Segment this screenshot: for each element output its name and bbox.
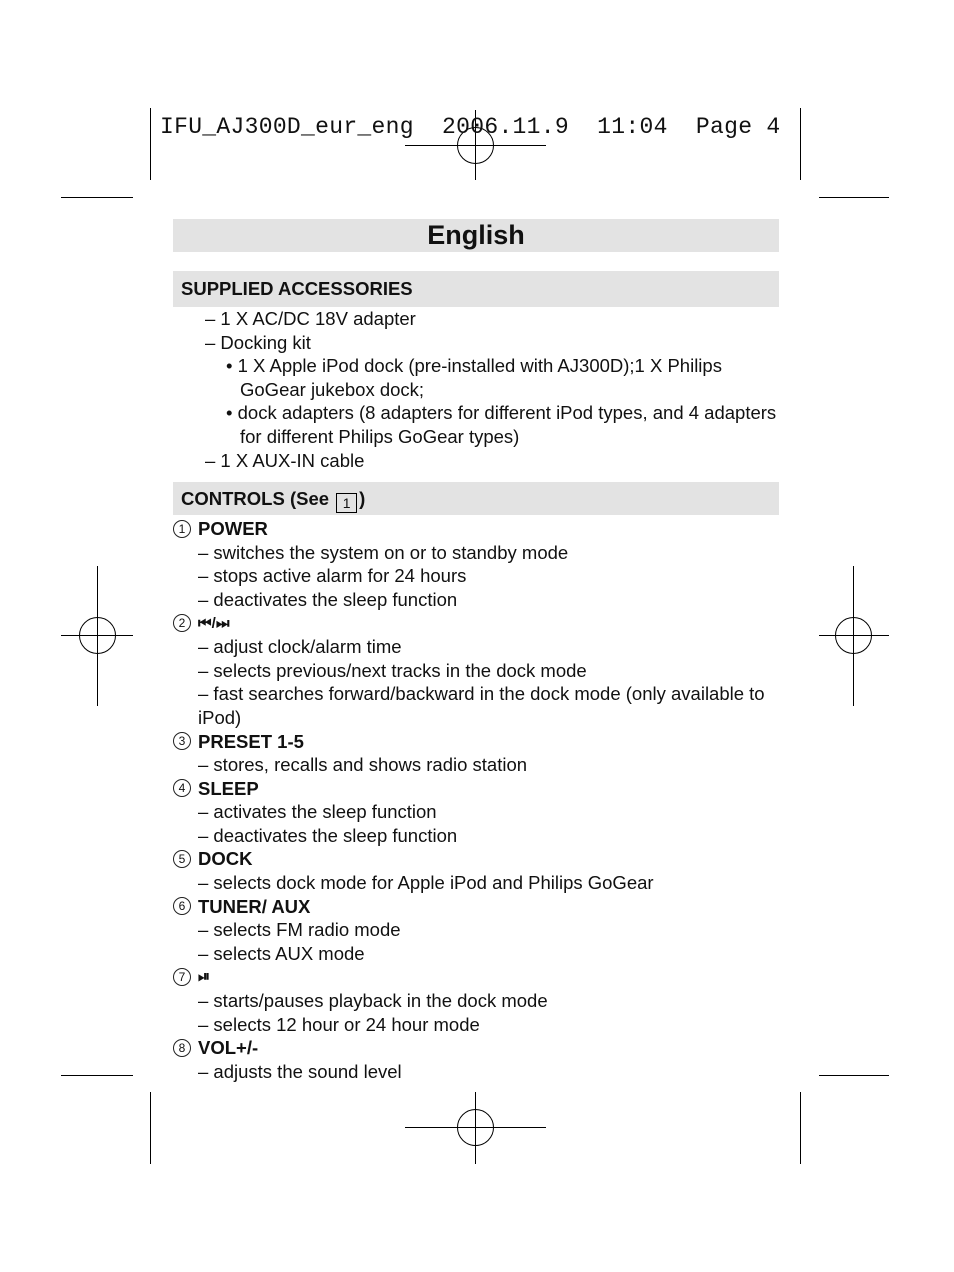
control-dock — [173, 847, 779, 894]
control-play-pause — [173, 965, 779, 1036]
control-description: – selects dock mode for Apple iPod and Philips GoGear — [198, 872, 654, 894]
control-description: – activates the sleep function — [198, 801, 437, 823]
controls-heading-close: ) — [359, 488, 366, 510]
controls-heading-text: CONTROLS (See — [181, 488, 330, 510]
control-volume — [173, 1036, 779, 1083]
control-description: – starts/pauses playback in the dock mode — [198, 990, 548, 1012]
number-circle: 7 — [173, 968, 191, 986]
control-description: – selects AUX mode — [198, 942, 365, 964]
control-description: – selects 12 hour or 24 hour mode — [198, 1013, 480, 1035]
control-description: – selects previous/next tracks in the dock mode — [198, 659, 587, 681]
control-title: TUNER/ AUX — [198, 895, 311, 917]
control-description: – deactivates the sleep function — [198, 824, 458, 846]
figure-reference-box: 1 — [336, 493, 357, 513]
control-description: – fast searches forward/backward in the dock mode (only available to iPod) — [198, 683, 765, 728]
control-title: DOCK — [198, 848, 253, 870]
supplied-accessories-heading: SUPPLIED ACCESSORIES — [173, 271, 779, 307]
list-item: – 1 X AC/DC 18V adapter — [205, 308, 416, 329]
control-description: – selects FM radio mode — [198, 919, 401, 941]
number-circle: 8 — [173, 1039, 191, 1057]
number-circle: 1 — [173, 520, 191, 538]
number-circle: 6 — [173, 897, 191, 915]
play-pause-icon: ⏯ — [198, 968, 209, 986]
control-description: – stores, recalls and shows radio station — [198, 754, 528, 776]
list-item: – 1 X AUX-IN cable — [205, 449, 365, 471]
control-tuner-aux — [173, 895, 779, 966]
list-item: • dock adapters (8 adapters for different iPod types, and 4 adapters for different Philips GoGear types) — [226, 402, 777, 447]
control-description: – deactivates the sleep function — [198, 588, 458, 610]
controls-heading — [173, 482, 779, 515]
control-title: PRESET 1-5 — [198, 730, 304, 752]
number-circle: 2 — [173, 614, 191, 632]
page-content — [173, 219, 779, 1083]
page-title: English — [173, 219, 779, 252]
control-description: – stops active alarm for 24 hours — [198, 565, 467, 587]
control-prev-next — [173, 612, 779, 730]
control-title: SLEEP — [198, 777, 259, 799]
controls-list — [173, 517, 779, 1083]
control-description: – adjusts the sound level — [198, 1060, 402, 1082]
control-preset — [173, 730, 779, 777]
number-circle: 4 — [173, 779, 191, 797]
list-item: – Docking kit — [205, 331, 311, 353]
number-circle: 3 — [173, 732, 191, 750]
control-description: – adjust clock/alarm time — [198, 636, 402, 658]
supplied-accessories-list — [173, 307, 779, 472]
print-header: IFU_AJ300D_eur_eng 2006.11.9 11:04 Page 4 — [160, 114, 781, 140]
control-sleep — [173, 777, 779, 848]
number-circle: 5 — [173, 850, 191, 868]
control-title: VOL+/- — [198, 1037, 259, 1059]
list-item: • 1 X Apple iPod dock (pre-installed with AJ300D);1 X Philips GoGear jukebox dock; — [226, 355, 722, 400]
prev-next-icon: ⏮ / ⏭ — [198, 614, 228, 632]
control-description: – switches the system on or to standby mode — [198, 541, 569, 563]
control-title: POWER — [198, 518, 268, 540]
control-power — [173, 517, 779, 611]
